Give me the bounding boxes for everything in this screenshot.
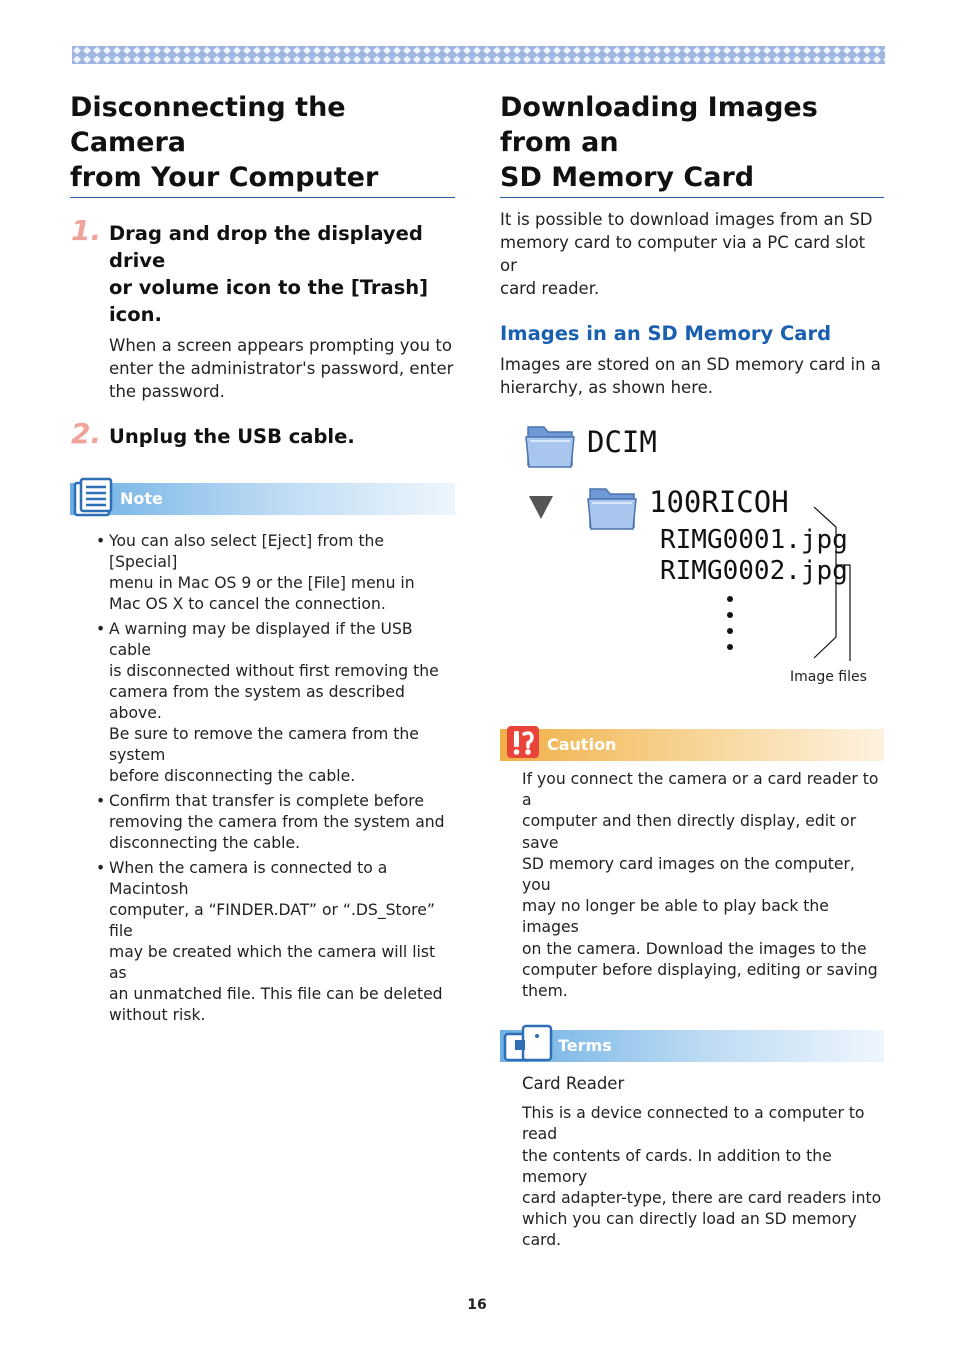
title-line: from Your Computer [70, 162, 379, 193]
note-line: before disconnecting the cable. [109, 767, 356, 785]
diamond-pattern [72, 46, 885, 64]
sub-paragraph [500, 353, 884, 399]
step-body-line: When a screen appears prompting you to [109, 336, 452, 355]
note-line: disconnecting the cable. [109, 834, 301, 852]
decorative-header-bar [72, 46, 885, 64]
caution-text [500, 769, 884, 1002]
intro-paragraph [500, 208, 884, 300]
para-line: memory card to computer via a PC card slot or [500, 233, 866, 275]
caution-line: them. [522, 982, 568, 1001]
note-line: is disconnected without first removing the [109, 662, 439, 680]
list-item [70, 791, 455, 854]
arrow-down-icon [527, 493, 555, 521]
step-title [109, 220, 455, 328]
terms-card-icon [503, 1024, 555, 1064]
caution-line: SD memory card images on the computer, you [522, 854, 855, 895]
note-list-icon [73, 477, 115, 517]
term-name: Card Reader [522, 1074, 625, 1094]
caution-line: computer before displaying, editing or saving [522, 960, 878, 979]
note-line: an unmatched file. This file can be deleted [109, 985, 443, 1003]
note-list [70, 531, 455, 1026]
title-line: Disconnecting the Camera [70, 92, 346, 158]
folder-name-dcim: DCIM [587, 425, 657, 459]
note-line: Confirm that transfer is complete before [109, 792, 424, 810]
note-line: You can also select [Eject] from the [Special] [109, 532, 385, 571]
bullet: • [96, 620, 106, 638]
bracket-lines [810, 505, 860, 665]
terms-label: Terms [558, 1036, 612, 1056]
note-line: without risk. [109, 1006, 206, 1024]
bullet: • [96, 859, 106, 877]
file-name: RIMG0001.jpg [660, 525, 848, 555]
step-title-line: or volume icon to the [Trash] icon. [109, 276, 429, 326]
bullet: • [96, 792, 106, 810]
term-line: the contents of cards. In addition to the memory [522, 1146, 832, 1186]
caution-exclamation-icon [504, 724, 542, 760]
step-number: 2. [71, 417, 102, 450]
para-line: card reader. [500, 279, 600, 298]
file-name: RIMG0002.jpg [660, 556, 848, 586]
para-line: hierarchy, as shown here. [500, 378, 714, 397]
note-line: A warning may be displayed if the USB cable [109, 620, 413, 659]
terms-header [500, 1030, 884, 1062]
note-line: Be sure to remove the camera from the system [109, 725, 419, 764]
note-line: Mac OS X to cancel the connection. [109, 595, 386, 613]
para-line: Images are stored on an SD memory card in a [500, 355, 881, 374]
section-title-downloading [500, 90, 884, 198]
term-line: This is a device connected to a computer to read [522, 1104, 865, 1144]
step-body-line: enter the administrator's password, enter [109, 359, 454, 378]
para-line: It is possible to download images from an SD [500, 210, 873, 229]
step-body [109, 334, 455, 403]
caution-header [500, 729, 884, 761]
note-line: When the camera is connected to a Macintosh [109, 859, 388, 898]
step-title: Unplug the USB cable. [109, 425, 355, 448]
caution-label: Caution [547, 735, 617, 754]
note-line: camera from the system as described above. [109, 683, 405, 722]
note-header [70, 483, 455, 515]
ellipsis-dots [724, 593, 736, 663]
caution-line: If you connect the camera or a card reader to a [522, 770, 879, 810]
list-item [70, 531, 455, 615]
step-1 [70, 214, 455, 403]
caution-line: computer and then directly display, edit or save [522, 812, 857, 852]
note-label: Note [120, 489, 163, 508]
bullet: • [96, 532, 106, 550]
term-line: card adapter-type, there are card readers into [522, 1189, 882, 1208]
note-line: computer, a “FINDER.DAT” or “.DS_Store” file [109, 901, 435, 940]
step-title-line: Drag and drop the displayed drive [109, 222, 423, 272]
page-number: 16 [467, 1297, 487, 1313]
title-line: SD Memory Card [500, 162, 755, 193]
left-column [70, 90, 455, 1030]
step-number: 1. [71, 214, 102, 247]
list-item [70, 619, 455, 787]
folder-hierarchy-diagram [500, 413, 884, 703]
folder-name-100ricoh: 100RICOH [649, 485, 789, 519]
folder-icon [586, 481, 640, 533]
term-definition [500, 1103, 884, 1251]
term-line: which you can directly load an SD memory card. [522, 1210, 857, 1250]
folder-icon [524, 419, 578, 471]
title-line: Downloading Images from an [500, 92, 818, 158]
subheading-images-sd: Images in an SD Memory Card [500, 322, 832, 345]
caution-line: on the camera. Download the images to the [522, 939, 867, 958]
list-item [70, 858, 455, 1026]
note-line: menu in Mac OS 9 or the [File] menu in [109, 574, 415, 592]
right-column [500, 90, 884, 1252]
note-line: may be created which the camera will list as [109, 943, 436, 982]
section-title-disconnecting [70, 90, 455, 198]
note-line: removing the camera from the system and [109, 813, 445, 831]
caution-line: may no longer be able to play back the images [522, 897, 829, 937]
image-files-label: Image files [790, 669, 867, 685]
step-body-line: the password. [109, 382, 225, 401]
step-2 [70, 417, 455, 450]
